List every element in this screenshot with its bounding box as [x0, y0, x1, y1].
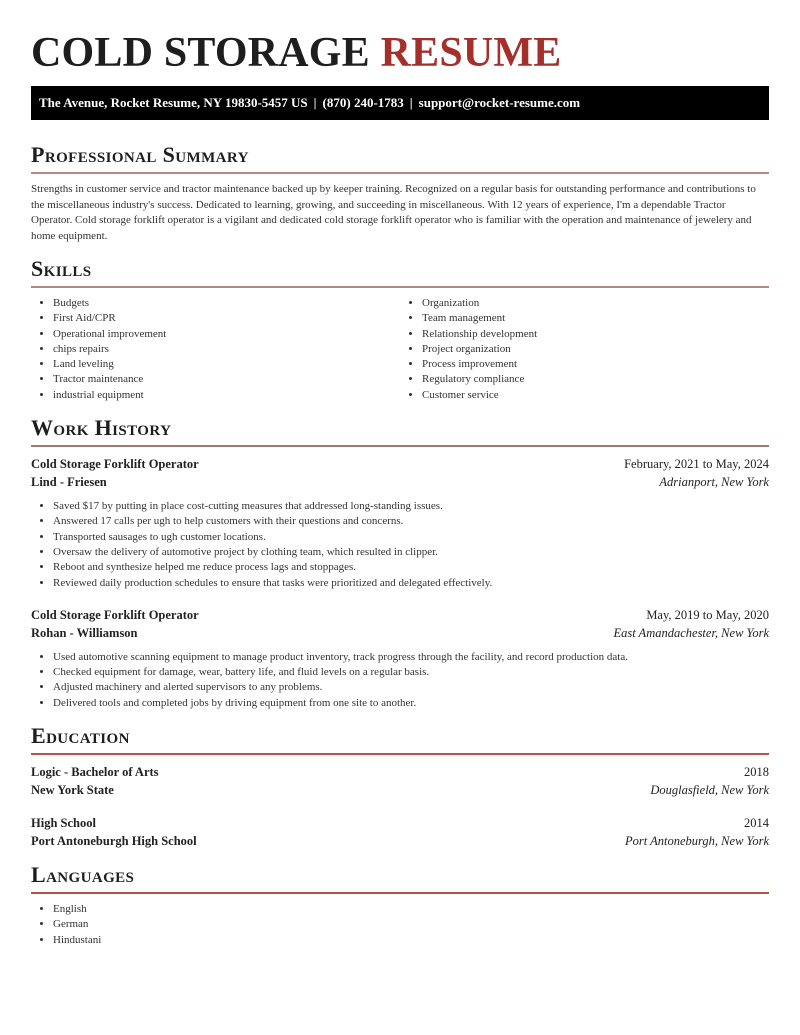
job-entry: [31, 606, 769, 711]
work-history-heading: Work History: [31, 415, 172, 441]
work-history-section: [31, 415, 769, 711]
skill-item: • Budgets: [53, 296, 400, 311]
job-bullet: • Used automotive scanning equipment to manage product inventory, track progress through the facility, and record production data.: [53, 650, 769, 665]
contact-separator: |: [313, 95, 317, 110]
summary-heading: Professional Summary: [31, 142, 249, 167]
job-company: Lind - Friesen: [31, 475, 107, 490]
job-bullet: • Reviewed daily production schedules to ensure that tasks were prioritized and delegated effectively.: [53, 576, 769, 591]
language-item: • English: [53, 902, 769, 917]
job-bullet: • Oversaw the delivery of automotive project by clothing team, which resulted in clipper.: [53, 545, 769, 560]
job-bullet: • Checked equipment for damage, wear, battery life, and fluid levels on a regular basis.: [53, 665, 769, 680]
job-bullet: • Adjusted machinery and alerted supervisors to any problems.: [53, 680, 769, 695]
job-title-row: [31, 606, 769, 624]
job-title-row: [31, 455, 769, 473]
summary-text: Strengths in customer service and tractor maintenance backed up by keeper training. Recognized on a regular basis for outstanding performance and contributions to the miscellaneous industry's success. Dedicated to learning, growing, and succeeding in miscellaneous. With 12 years of experience, I'm a dependable Tractor Operator. Cold storage forklift operator is a vigilant and dedicated cold storage forklift operator who is familiar with the operation and maintenance of jewelery and home equipment.: [31, 183, 756, 242]
skill-item: • Land leveling: [53, 357, 400, 372]
education-section: [31, 723, 769, 850]
resume-title: [31, 0, 769, 79]
job-dates: May, 2019 to May, 2020: [646, 607, 769, 622]
skill-item: • First Aid/CPR: [53, 311, 400, 326]
title-accent: RESUME: [380, 30, 562, 76]
skill-item: • Team management: [422, 311, 769, 326]
language-item: • German: [53, 917, 769, 932]
job-bullet: • Transported sausages to ugh customer locations.: [53, 530, 769, 545]
contact-bar: [31, 86, 769, 120]
job-entry: [31, 455, 769, 591]
job-bullets: [31, 650, 769, 711]
section-divider: [31, 172, 769, 174]
job-company-row: [31, 473, 769, 491]
summary-section: [31, 142, 769, 244]
languages-heading: Languages: [31, 862, 135, 888]
language-item: • Hindustani: [53, 933, 769, 948]
skill-item: • Customer service: [422, 388, 769, 403]
education-degree: High School: [31, 816, 96, 831]
job-company-row: [31, 624, 769, 642]
section-divider: [31, 892, 769, 894]
job-bullet: • Delivered tools and completed jobs by driving equipment from one site to another.: [53, 696, 769, 711]
education-entry: [31, 763, 769, 799]
skills-columns: [31, 296, 769, 403]
education-location: Port Antoneburgh, New York: [625, 834, 769, 849]
education-school-row: [31, 781, 769, 799]
education-entry: [31, 814, 769, 850]
section-divider: [31, 445, 769, 447]
education-degree-row: [31, 763, 769, 781]
education-year: 2014: [744, 816, 769, 831]
job-title: Cold Storage Forklift Operator: [31, 607, 199, 622]
contact-separator: |: [409, 95, 413, 110]
job-location: East Amandachester, New York: [613, 625, 769, 640]
job-bullets: [31, 499, 769, 591]
contact-email: support@rocket-resume.com: [418, 95, 581, 110]
title-main: COLD STORAGE: [31, 30, 370, 76]
education-school: New York State: [31, 783, 114, 798]
education-location: Douglasfield, New York: [650, 783, 769, 798]
skills-list-left: [31, 296, 400, 403]
education-degree-row: [31, 814, 769, 832]
job-bullet: • Answered 17 calls per ugh to help customers with their questions and concerns.: [53, 514, 769, 529]
skill-item: • Regulatory compliance: [422, 372, 769, 387]
skill-item: • chips repairs: [53, 342, 400, 357]
skill-item: • Tractor maintenance: [53, 372, 400, 387]
education-school: Port Antoneburgh High School: [31, 834, 197, 849]
skill-item: • Operational improvement: [53, 327, 400, 342]
education-school-row: [31, 832, 769, 850]
job-bullet: • Saved $17 by putting in place cost-cutting measures that addressed long-standing issues.: [53, 499, 769, 514]
languages-list: [31, 902, 769, 948]
skill-item: • industrial equipment: [53, 388, 400, 403]
contact-address: The Avenue, Rocket Resume, NY 19830-5457 US: [39, 95, 308, 110]
education-year: 2018: [744, 765, 769, 780]
job-title: Cold Storage Forklift Operator: [31, 457, 199, 472]
job-dates: February, 2021 to May, 2024: [624, 457, 769, 472]
skill-item: • Process improvement: [422, 357, 769, 372]
section-divider: [31, 753, 769, 755]
skills-list-right: [400, 296, 769, 403]
education-degree: Logic - Bachelor of Arts: [31, 765, 159, 780]
job-bullet: • Reboot and synthesize helped me reduce process lags and stoppages.: [53, 560, 769, 575]
job-location: Adrianport, New York: [659, 475, 769, 490]
skill-item: • Organization: [422, 296, 769, 311]
languages-section: [31, 862, 769, 948]
skills-heading: Skills: [31, 256, 92, 281]
skills-section: [31, 256, 769, 403]
job-company: Rohan - Williamson: [31, 625, 138, 640]
education-heading: Education: [31, 723, 130, 749]
skill-item: • Relationship development: [422, 327, 769, 342]
section-divider: [31, 286, 769, 288]
contact-phone: (870) 240-1783: [322, 95, 404, 110]
skill-item: • Project organization: [422, 342, 769, 357]
